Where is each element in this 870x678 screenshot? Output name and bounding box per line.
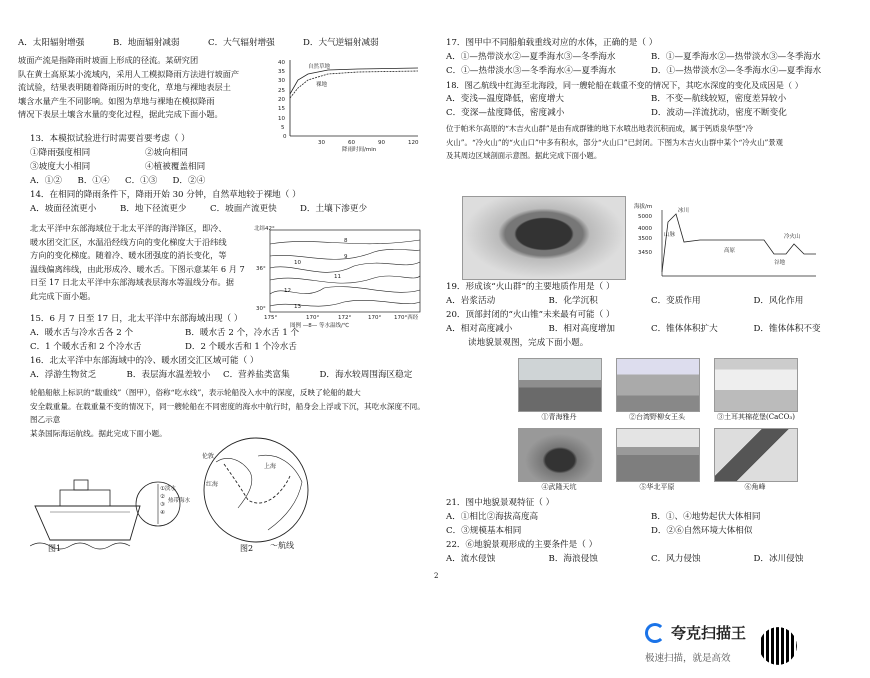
q12-option-a: A．太阳辐射增强 <box>18 38 85 48</box>
q21-option-d: D．②⑥自然环境大体相似 <box>651 526 753 536</box>
q18-option-c: C．变深—盐度降低，密度减小 <box>446 108 565 118</box>
figure1-caption: 图1 <box>48 544 62 553</box>
q18-stem: 18．图乙航线中红海至北海段，同一艘轮船在载重不变的情况下，其吃水深度的变化及成因是（ ） <box>446 80 803 90</box>
map-label-shanghai: 上海 <box>264 463 277 470</box>
q19-q20-block <box>446 280 856 350</box>
volcano-profile-diagram <box>634 202 820 288</box>
ship-label: ② <box>160 494 165 500</box>
q13-items-row1 <box>30 146 260 160</box>
y-tick: 0 <box>283 134 287 140</box>
photo-caption: ①青海雅丹 <box>541 413 577 421</box>
q13-stem: 13．本模拟试验进行时需要首要考虑（ ） <box>30 134 190 144</box>
photo-queen-head <box>616 358 700 412</box>
isotherm-legend: 图例 —8— 等水温线/℃ <box>290 323 350 328</box>
photo-caption: ⑤华北平原 <box>639 483 675 491</box>
q22-option-a: A．流水侵蚀 <box>446 554 496 564</box>
q18-options-row1 <box>446 92 856 106</box>
intro-line: 坡面产流是指降雨时坡面上形成的径流。某研究团 <box>18 55 199 65</box>
q17-option-d: D．①—热带淡水②—冬季海水④—夏季海水 <box>651 66 822 76</box>
photo-caption: ③土耳其棉花堡(CaCO₃) <box>717 413 795 421</box>
q13-option-d: D．②④ <box>172 176 206 186</box>
bare-curve <box>290 71 418 98</box>
scanner-slogan: 极速扫描，就是高效 <box>645 653 731 664</box>
lon-label: 172° <box>338 315 352 321</box>
intro-line: 轮船船舷上标识的“载重线”（图甲），俗称“吃水线”，表示轮船没入水中的深度，反映了轮船的最大 <box>30 388 361 397</box>
q18-options-row2 <box>446 106 856 120</box>
q12-option-b: B．地面辐射减弱 <box>113 38 180 48</box>
q13-item: ②坡向相同 <box>145 148 188 158</box>
q17-option-b: B．①—夏季海水②—热带淡水③—冬季海水 <box>651 52 821 62</box>
q21-option-a: A．①相比②海拔高度高 <box>446 512 539 522</box>
isotherm-value: 11 <box>334 274 341 280</box>
q13-item: ①降雨强度相同 <box>30 148 91 158</box>
scanner-logo-icon <box>645 623 665 643</box>
y-tick: 15 <box>278 106 285 112</box>
y-tick: 25 <box>278 88 285 94</box>
q17-option-c: C．①—热带淡水③—冬季海水④—夏季海水 <box>446 66 616 76</box>
photo-yardang <box>518 358 602 412</box>
x-axis-label: 降雨时间/min <box>342 147 377 152</box>
intro-line: 暖水团交汇区，水温沿经线方向的变化梯度大于沿纬线 <box>30 236 227 247</box>
y-tick: 5000 <box>638 214 652 220</box>
intro-line: 此完成下面小题。 <box>30 290 96 301</box>
lon-label: 170° <box>368 315 382 321</box>
q17-stem: 17．图甲中不同船舶载重线对应的水体，正确的是（ ） <box>446 38 658 48</box>
photo-tiankeng <box>518 428 602 482</box>
y-tick: 5 <box>281 125 285 131</box>
intro-line: 方向的变化梯度。随着冷、暖水团强度的消长变化，等 <box>30 250 227 261</box>
x-tick: 120 <box>408 140 419 146</box>
q20-option-b: B．相对高度增加 <box>548 324 615 334</box>
legend-grass: 自然草地 <box>308 64 331 70</box>
right-column <box>446 36 856 163</box>
q21-options-row2 <box>446 524 856 538</box>
q17-options-row2 <box>446 64 856 78</box>
profile-label: 山脉 <box>664 232 676 238</box>
cold-volcano-photo <box>462 196 626 280</box>
lat-label: 北纬42° <box>254 226 275 232</box>
q12-option-c: C．大气辐射增强 <box>208 38 275 48</box>
q15-options-row1 <box>30 326 340 340</box>
x-tick: 60 <box>348 140 355 146</box>
q14-option-a: A．坡面径流更小 <box>30 204 97 214</box>
q14-option-d: D．土壤下渗更少 <box>300 204 368 214</box>
q14-option-b: B．地下径流更少 <box>120 204 187 214</box>
intro-line: 火山”。“冷火山”的“火山口”中多有积水，部分“火山口”已封闭。下图为木吉火山群中某个“冷火山”景观 <box>446 137 784 147</box>
y-tick: 40 <box>278 60 285 66</box>
q22-option-d: D．冰川侵蚀 <box>753 554 804 564</box>
isotherm-value: 12 <box>284 288 291 294</box>
q16-options <box>30 368 416 382</box>
q20-option-a: A．相对高度减小 <box>446 324 513 334</box>
intro-line: 安全载重量。在载重量不变的情况下，同一艘轮船在不同密度的海水中航行时，船身会上浮或下沉，其吃水深度不同。图乙示意 <box>30 401 425 425</box>
map-label-london: 伦敦 <box>202 453 215 460</box>
profile-label: 高原 <box>724 248 736 254</box>
ship-label: ①淡水 <box>160 486 176 492</box>
q16-option-b: B．表层海水温差较小 <box>126 370 211 380</box>
y-tick: 4000 <box>638 226 652 232</box>
q14-option-c: C．坡面产流更快 <box>210 204 277 214</box>
photo-pamukkale <box>714 358 798 412</box>
intro-line: 壤含水量产生不同影响。如图为草地与裸地在模拟降雨 <box>18 95 215 106</box>
intro-ocean-front <box>30 222 280 304</box>
q22-option-c: C．风力侵蚀 <box>651 554 701 564</box>
q17-option-a: A．①—热带淡水②—夏季海水③—冬季海水 <box>446 52 616 62</box>
intro-line: 及其周边区域剖面示意图。据此完成下面小题。 <box>446 151 602 161</box>
intro-line: 北太平洋中东部海域位于北太平洋的海洋锋区，即冷、 <box>30 223 227 233</box>
intro-line: 温线偏离纬线，由此形成冷、暖水舌。下图示意某年 6 月 7 <box>30 263 245 274</box>
intro-line: 日至 17 日北太平洋中东部海域表层海水等温线分布。据 <box>30 277 234 288</box>
y-tick: 3450 <box>638 250 652 256</box>
figure2-caption: 图2 <box>240 544 254 553</box>
map-label-red-sea: 红海 <box>206 481 219 488</box>
q22-option-b: B．海浪侵蚀 <box>548 554 598 564</box>
q14-options <box>30 202 390 216</box>
y-tick: 10 <box>278 116 285 122</box>
q21-stem: 21．图中地貌景观特征（ ） <box>446 498 555 508</box>
intro-cold-volcano <box>446 122 856 163</box>
q21-option-b: B．①、④地势起伏大体相同 <box>651 512 761 522</box>
q13-block <box>30 132 420 216</box>
profile-label: 冰川 <box>678 208 690 214</box>
q21-q22-block <box>446 496 856 566</box>
legend-bare: 裸地 <box>316 82 328 88</box>
q13-option-c: C．①③ <box>125 176 158 186</box>
q15-option-c: C．1 个暖水舌和 2 个冷水舌 <box>30 342 142 352</box>
intro-line: 位于帕米尔高原的“木吉火山群”是由有成群锥的地下水喷出地表沉积而成，属于钙质泉华型“冷 <box>446 124 753 133</box>
y-tick: 3500 <box>638 236 652 242</box>
q13-items-row2 <box>30 160 260 174</box>
q20-option-d: D．锥体体积不变 <box>753 324 821 334</box>
y-tick: 30 <box>278 78 285 84</box>
q18-option-a: A．变浅—温度降低，密度增大 <box>446 94 564 104</box>
route-legend: ～航线 <box>270 541 294 550</box>
q19-options <box>446 294 856 308</box>
scanner-watermark <box>645 622 746 643</box>
x-tick: 30 <box>318 140 325 146</box>
q19-option-a: A．岩浆活动 <box>446 296 496 306</box>
lon-label: 170° <box>306 315 320 321</box>
intro-line: 某条国际海运航线。据此完成下面小题。 <box>30 428 167 438</box>
isotherm-value: 8 <box>344 238 348 244</box>
y-tick: 35 <box>278 69 285 75</box>
photo-caption: ⑥角峰 <box>744 483 766 491</box>
q20-stem: 20．顶部封闭的“火山锥”未来最有可能（ ） <box>446 310 615 320</box>
q16-option-a: A．浮游生物贫乏 <box>30 370 97 380</box>
q22-options <box>446 552 856 566</box>
lon-label: 175° <box>264 315 278 321</box>
x-tick: 90 <box>378 140 385 146</box>
q13-option-a: A．①② <box>30 176 62 186</box>
intro-landform: 读地貌景观图，完成下面小题。 <box>468 338 589 348</box>
q15-option-b: B．暖水舌 2 个，冷水舌 1 个 <box>185 328 300 338</box>
intro-runoff <box>18 54 276 122</box>
intro-line: 流试验，结果表明随着降雨历时的变化，草地与裸地表层土 <box>18 82 231 93</box>
q15-option-a: A．暖水舌与冷水舌各 2 个 <box>30 328 134 338</box>
q15-options-row2 <box>30 340 340 354</box>
q19-stem: 19．形成该“火山群”的主要地质作用是（ ） <box>446 282 615 292</box>
q12-option-d: D．大气逆辐射减弱 <box>303 38 379 48</box>
q19-option-c: C．变质作用 <box>651 296 701 306</box>
q18-option-d: D．波动—洋流扰动，密度不断变化 <box>651 108 787 118</box>
lon-label: 170°西经 <box>394 315 419 321</box>
photo-caption: ④武隆天坑 <box>541 483 577 491</box>
intro-line: 队在黄土高原某小流域内，采用人工模拟降雨方法进行坡面产 <box>18 68 240 79</box>
q13-item: ④植被覆盖相同 <box>145 162 206 172</box>
q15-q16-block <box>30 312 420 382</box>
q17-options-row1 <box>446 50 856 64</box>
photo-horn <box>714 428 798 482</box>
q16-stem: 16．北太平洋中东部海域中的冷、暖水团交汇区域可能（ ） <box>30 356 259 366</box>
q16-option-d: D．海水较周围海区稳定 <box>319 370 413 380</box>
y-axis-label: 海拔/m <box>634 204 653 210</box>
ship-label: ③ <box>160 502 165 508</box>
q20-options <box>446 322 856 336</box>
lat-label: 30° <box>256 306 266 312</box>
q18-option-b: B．不变—航线较短，密度差异较小 <box>651 94 787 104</box>
q15-stem: 15．6 月 7 日至 17 日，北太平洋中东部海域出现（ ） <box>30 314 243 324</box>
profile-label: 谷地 <box>774 260 786 266</box>
photo-caption: ②台湾野柳女王头 <box>629 413 685 421</box>
q13-options <box>30 174 220 188</box>
page-number: 2 <box>434 572 439 580</box>
isotherm-value: 10 <box>294 260 301 266</box>
q15-option-d: D．2 个暖水舌和 1 个冷水舌 <box>185 342 297 352</box>
ship-label: 热带海水 <box>168 498 191 504</box>
ship-label: ④ <box>160 510 165 516</box>
profile-label: 冷火山 <box>784 234 801 240</box>
q14-stem: 14．在相同的降雨条件下，降雨开始 30 分钟，自然草地较于裸地（ ） <box>30 190 301 200</box>
qr-code-icon <box>756 624 800 668</box>
isotherm-value: 13 <box>294 304 301 310</box>
q16-option-c: C．营养盐类富集 <box>223 370 290 380</box>
q13-item: ③坡度大小相同 <box>30 162 91 172</box>
q21-options-row1 <box>446 510 856 524</box>
q20-option-c: C．锥体体积扩大 <box>651 324 718 334</box>
q22-stem: 22．⑥地貌景观形成的主要条件是（ ） <box>446 540 598 550</box>
q19-option-b: B．化学沉积 <box>548 296 598 306</box>
y-tick: 20 <box>278 97 285 103</box>
q19-option-d: D．风化作用 <box>753 296 804 306</box>
q12-options <box>18 36 398 50</box>
q13-option-b: B．①④ <box>77 176 110 186</box>
lat-label: 36° <box>256 266 266 272</box>
shipping-route-globe <box>198 434 318 550</box>
scanner-name: 夸克扫描王 <box>671 624 747 642</box>
q21-option-c: C．③规模基本相同 <box>446 526 522 536</box>
intro-load-line <box>30 386 425 440</box>
photo-plain <box>616 428 700 482</box>
intro-line: 情况下表层土壤含水量的变化过程，据此完成下面小题。 <box>18 109 223 120</box>
isotherm-value: 9 <box>344 254 348 260</box>
